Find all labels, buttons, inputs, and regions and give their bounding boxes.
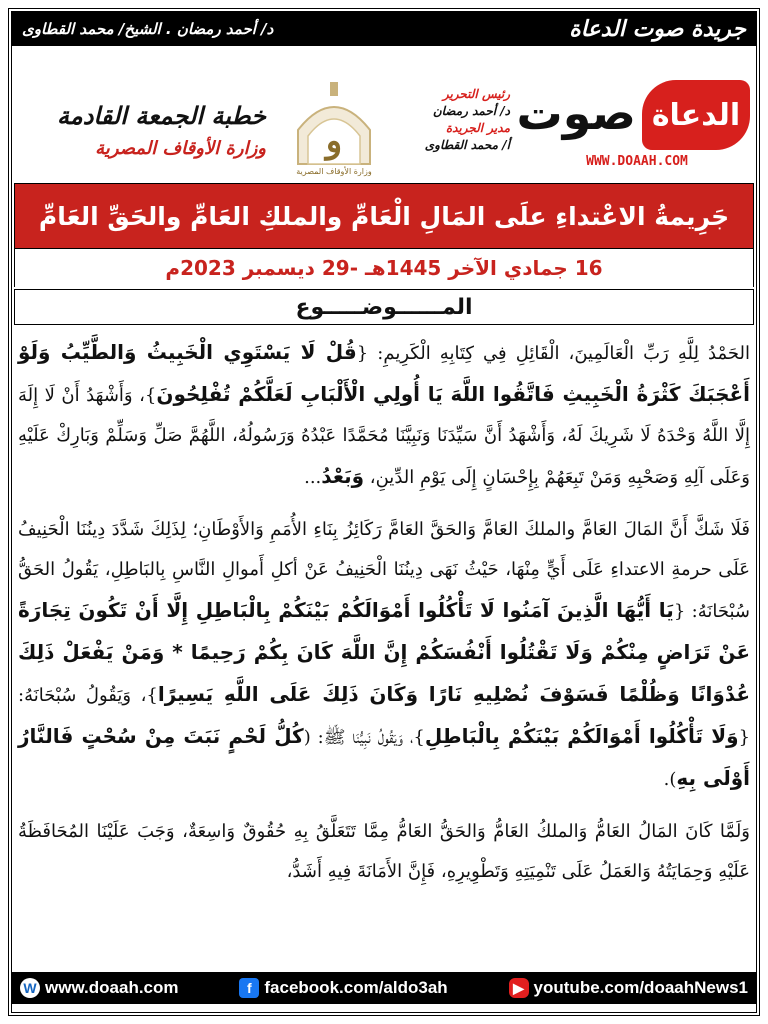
emphasis-text: وَبَعْدُ	[321, 464, 365, 488]
facebook-icon: f	[239, 978, 259, 998]
quran-verse: وَلَا تَأْكُلُوا أَمْوَالَكُمْ بَيْنَكُمْ بِالْبَاطِلِ	[424, 724, 739, 748]
paragraph-third: وَلَمَّا كَانَ المَالُ العَامُّ وَالملكُ العَامُّ وَالحَقُّ العَامُّ مِمَّا تَتَعَلَّقُ بِهِ حُقُوقٌ وَاسِعَةٌ، وَجَبَ عَلَيْنَا المُحَافَظَةُ عَلَيْهِ وَحِمَايَتُهُ وَالعَمَلُ عَلَى تَنْمِيَتِهِ وَتَطْوِيرِهِ، فَإِنَّ الأَمَانَةَ فِيهِ أَشَدُّ،	[18, 821, 750, 882]
ministry-emblem	[274, 78, 394, 178]
mosque-emblem-icon	[278, 78, 390, 178]
topic-heading: المــــــوضـــــوع	[14, 289, 754, 325]
facebook-link[interactable]: facebook.com/aldo3ah	[264, 978, 448, 997]
text-segment: }، وَيَقُولُ سُبْحَانَهُ: {	[18, 685, 751, 748]
youtube-link[interactable]: youtube.com/doaahNews1	[533, 978, 748, 997]
paragraph-second	[18, 510, 750, 800]
paper-name: جريدة صوت الدعاة	[569, 16, 746, 42]
manager-label: مدير الجريدة	[445, 121, 510, 135]
svg-text:و: و	[325, 121, 343, 161]
footer-youtube[interactable]	[509, 978, 748, 998]
footer-website[interactable]	[20, 978, 179, 998]
article-body	[18, 332, 750, 962]
text-segment: ).	[663, 769, 677, 790]
text-segment: الحَمْدُ لِلَّهِ رَبِّ الْعَالَمِينَ، الْقَائِلِ فِي كِتَابِهِ الْكَرِيمِ: {	[356, 343, 750, 364]
youtube-icon: ▶	[509, 978, 529, 998]
masthead	[12, 50, 756, 182]
sermon-title: خطبة الجمعة القادمة	[57, 102, 266, 130]
ministry-name: وزارة الأوقاف المصرية	[95, 138, 266, 159]
sermon-date: 16 جمادي الآخر 1445هـ -29 ديسمبر 2023م	[15, 248, 753, 287]
top-banner	[12, 12, 756, 46]
quran-verse: يَا أَيُّهَا الَّذِينَ آمَنُوا لَا تَأْكُلُوا أَمْوَالَكُمْ بَيْنَكُمْ بِالْبَاطِلِ إِلَّا أَنْ تَكُونَ تِجَارَةً عَنْ تَرَاضٍ مِنْكُمْ وَلَا تَقْتُلُوا أَنْفُسَكُمْ إِنَّ اللَّهَ كَانَ بِكُمْ رَحِيمًا * وَمَنْ يَفْعَلْ ذَلِكَ عُدْوَانًا وَظُلْمًا فَسَوْفَ نُصْلِيهِ نَارًا وَكَانَ ذَلِكَ عَلَى اللَّهِ يَسِيرًا	[18, 598, 750, 706]
editor-chief-name: د/ أحمد رمضان	[432, 104, 510, 118]
editor-chief-label: رئيس التحرير	[442, 87, 510, 101]
website-link[interactable]: www.doaah.com	[45, 978, 179, 997]
wordpress-icon: W	[20, 978, 40, 998]
paragraph-opening	[18, 332, 750, 498]
quran-verse: قُلْ لَا يَسْتَوِي الْخَبِيثُ وَالطَّيِّبُ وَلَوْ أَعْجَبَكَ كَثْرَةُ الْخَبِيثِ فَاتَّقُوا اللَّهَ يَا أُولِي الْأَلْبَابِ لَعَلَّكُمْ تُفْلِحُونَ	[18, 340, 751, 406]
text-segment: ...	[304, 467, 322, 488]
text-segment: }، وَأَشْهَدُ أَنْ لَا إِلَهَ إِلَّا اللَّهُ وَحْدَهُ لَا شَرِيكَ لَهُ، وَأَشْهَدُ أَنَّ سَيِّدَنَا وَنَبِيَّنَا مُحَمَّدًا عَبْدُهُ وَرَسُولُهُ، اللَّهُمَّ صَلِّ وَسَلِّمْ وَبَارِكْ عَلَيْهِ وَعَلَى آلِهِ وَصَحْبِهِ وَمَنْ تَبِعَهُمْ بِإِحْسَانٍ إِلَى يَوْمِ الدِّينِ،	[18, 385, 750, 488]
sermon-main-title: جَرِيمةُ الاعْتداءِ علَى المَالِ الْعَامِّ والملكِ العَامِّ والحَقِّ العَامِّ	[15, 184, 753, 248]
logo-word: صوت	[516, 86, 636, 140]
text-segment: }، وَيَقُولُ نَبِيُّنَا ﷺ: (	[303, 727, 425, 748]
text-segment: فَلَا شَكَّ أَنَّ المَالَ العَامَّ والملكَ العَامَّ وَالحَقَّ العَامَّ رَكَائِزُ بِنَاءِ الأُمَمِ وَالأَوْطَانِ؛ لِذَلِكَ شَدَّدَ دِينُنَا الْحَنِيفُ عَلَى حرمةِ الاعتداءِ عَلَى أَيٍّ مِنْهَا، حَيْثُ نَهَى دِينُنَا الْحَنِيفُ عَنْ أكلِ أَموالِ النَّاسِ بِالبَاطِلِ، يَقُولُ الحَقُّ سُبْحَانَهُ: {	[18, 519, 751, 622]
hadith-text: كُلُّ لَحْمٍ نَبَتَ مِنْ سُحْتٍ فَالنَّارُ أَوْلَى بِهِ	[18, 724, 750, 790]
title-box	[14, 183, 754, 287]
sermon-heading-block	[26, 102, 266, 159]
editors-block	[400, 86, 510, 154]
manager-name: أ/ محمد القطاوى	[424, 138, 510, 152]
footer-bar	[12, 972, 756, 1004]
footer-facebook[interactable]	[239, 978, 447, 998]
logo-url: WWW.DOAAH.COM	[586, 154, 688, 169]
logo-red-block: الدعاة	[642, 80, 750, 150]
authors-line: د/ أحمد رمضان . الشيخ/ محمد القطاوى	[22, 20, 274, 38]
svg-text:وزارة الأوقاف المصرية: وزارة الأوقاف المصرية	[296, 167, 372, 176]
newspaper-logo	[516, 80, 750, 176]
